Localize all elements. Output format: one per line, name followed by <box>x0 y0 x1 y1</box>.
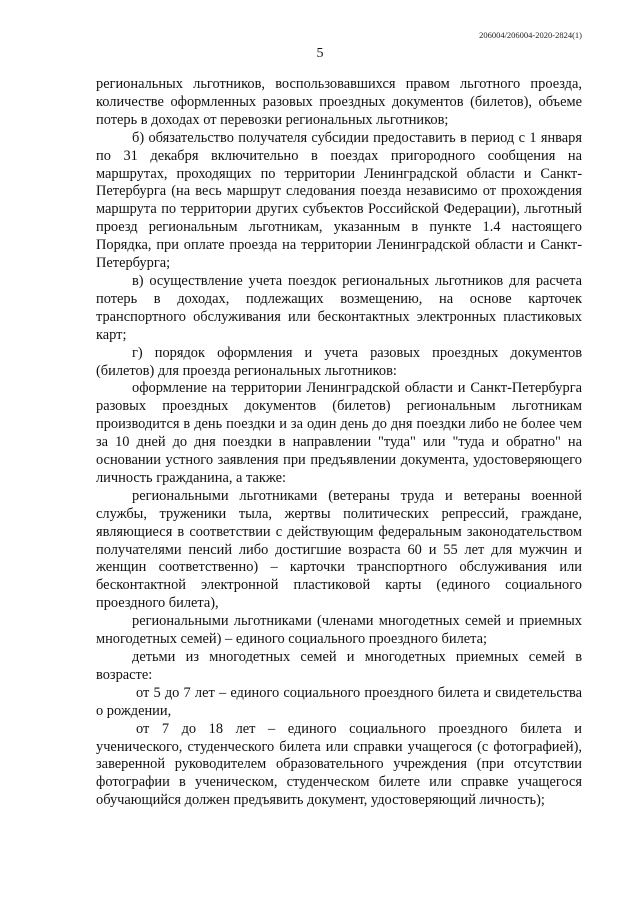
paragraph-issuance: оформление на территории Ленинградской области и Санкт-Петербурга разовых проездных документов (билетов) региональным льготникам производится в день поездки и за один день до дня поездки либо не более чем за 10 дней до дня поездки в направлении "туда" или "туда и обратно" на основании устного заявления при предъявлении документа, удостоверяющего личность гражданина, а также: <box>96 380 582 486</box>
paragraph-veterans: региональными льготниками (ветераны труда и ветераны военной службы, труженики тыла, жертвы политических репрессий, граждане, являющиеся в соответствии с действующим федеральным законодательством получателями пенсий либо достигшие возраста 60 и 55 лет для мужчин и женщин соответственно) – карточки транспортного обслуживания или бесконтактной электронной пластиковой карты (единого социального проездного билета), <box>96 487 582 612</box>
paragraph-v: в) осуществление учета поездок региональных льготников для расчета потерь в доходах, подлежащих возмещению, на основе карточек транспортного обслуживания или бесконтактных электронных пластиковых карт; <box>96 272 582 343</box>
paragraph-large-families: региональными льготниками (членами многодетных семей и приемных многодетных семей) – единого социального проездного билета; <box>96 613 582 648</box>
paragraph-age-5-7: от 5 до 7 лет – единого социального проездного билета и свидетельства о рождении, <box>96 684 582 719</box>
document-id: 206004/206004-2020-2824(1) <box>479 30 582 40</box>
document-body <box>96 76 582 810</box>
paragraph-b: б) обязательство получателя субсидии предоставить в период с 1 января по 31 декабря включительно в поездах пригородного сообщения на маршрутах, проходящих по территории Ленинградской области и Санкт-Петербурга (на весь маршрут следования поезда независимо от прохождения маршрута по территории других субъектов Российской Федерации), льготный проезд региональным льготникам, указанным в пункте 1.4 настоящего Порядка, при оплате проезда на территории Ленинградской области и Санкт-Петербурга; <box>96 129 582 272</box>
paragraph-g: г) порядок оформления и учета разовых проездных документов (билетов) для проезда региональных льготников: <box>96 344 582 379</box>
paragraph-continuation: региональных льготников, воспользовавшихся правом льготного проезда, количестве оформленных разовых проездных документов (билетов), объеме потерь в доходах от перевозки региональных льготников; <box>96 76 582 128</box>
page-number: 5 <box>316 46 324 61</box>
paragraph-children: детьми из многодетных семей и многодетных приемных семей в возрасте: <box>96 649 582 683</box>
paragraph-age-7-18: от 7 до 18 лет – единого социального проездного билета и ученического, студенческого билета или справки учащегося (с фотографией), заверенной руководителем образовательного учреждения (при отсутствии фотографии в ученическом, студенческом билете или справке учащегося обучающийся должен предъявить документ, удостоверяющий личность); <box>96 720 582 809</box>
